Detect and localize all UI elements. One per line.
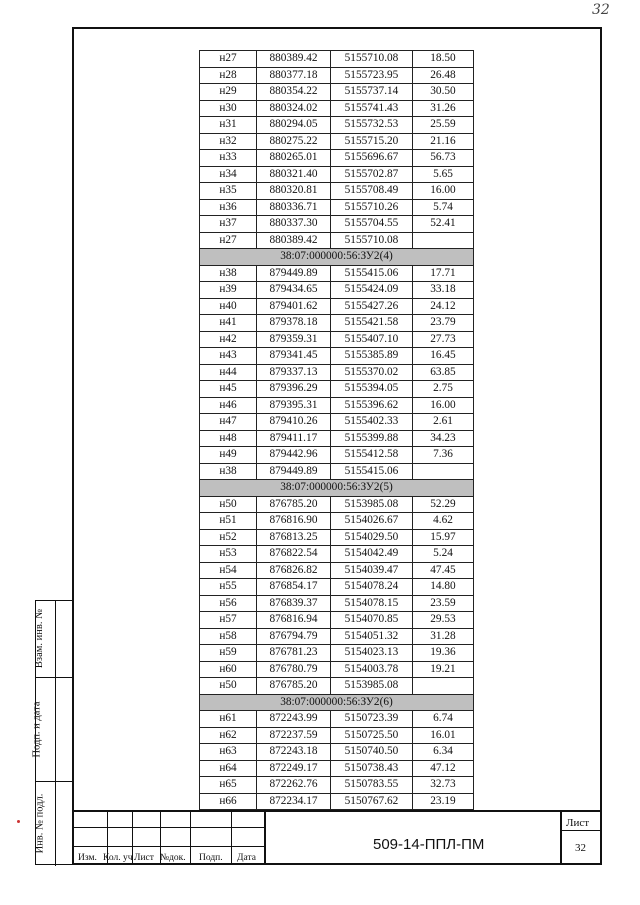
y-coordinate-cell: 5150738.43: [331, 760, 413, 777]
table-row: [200, 348, 474, 365]
distance-cell: 26.48: [413, 67, 474, 84]
point-id-cell: н59: [200, 645, 257, 662]
point-id-cell: н35: [200, 183, 257, 200]
table-row: [200, 612, 474, 629]
y-coordinate-cell: 5155696.67: [331, 150, 413, 167]
x-coordinate-cell: 876854.17: [257, 579, 331, 596]
distance-cell: 31.26: [413, 100, 474, 117]
y-coordinate-cell: 5155723.95: [331, 67, 413, 84]
x-coordinate-cell: 879378.18: [257, 315, 331, 332]
table-row: [200, 84, 474, 101]
table-row: [200, 298, 474, 315]
table-row: [200, 678, 474, 695]
x-coordinate-cell: 880337.30: [257, 216, 331, 233]
table-row: [200, 760, 474, 777]
distance-cell: 52.29: [413, 496, 474, 513]
x-coordinate-cell: 879442.96: [257, 447, 331, 464]
y-coordinate-cell: 5155421.58: [331, 315, 413, 332]
x-coordinate-cell: 876794.79: [257, 628, 331, 645]
table-row: [200, 711, 474, 728]
x-coordinate-cell: 872262.76: [257, 777, 331, 794]
distance-cell: 21.16: [413, 133, 474, 150]
sidebar-vzam-label: Взам. инв. №: [34, 608, 46, 669]
section-header-row: [200, 480, 474, 497]
point-id-cell: н66: [200, 793, 257, 810]
table-row: [200, 463, 474, 480]
distance-cell: 47.45: [413, 562, 474, 579]
table-row: [200, 100, 474, 117]
x-coordinate-cell: 876785.20: [257, 496, 331, 513]
x-coordinate-cell: 872243.18: [257, 744, 331, 761]
point-id-cell: н48: [200, 430, 257, 447]
table-row: [200, 447, 474, 464]
point-id-cell: н64: [200, 760, 257, 777]
y-coordinate-cell: 5154026.67: [331, 513, 413, 530]
table-row: [200, 579, 474, 596]
distance-cell: 34.23: [413, 430, 474, 447]
y-coordinate-cell: 5155702.87: [331, 166, 413, 183]
coordinates-table: [199, 50, 474, 810]
y-coordinate-cell: 5155396.62: [331, 397, 413, 414]
y-coordinate-cell: 5153985.08: [331, 496, 413, 513]
distance-cell: 56.73: [413, 150, 474, 167]
table-row: [200, 513, 474, 530]
table-row: [200, 430, 474, 447]
y-coordinate-cell: 5155394.05: [331, 381, 413, 398]
table-row: [200, 133, 474, 150]
table-row: [200, 117, 474, 134]
point-id-cell: н54: [200, 562, 257, 579]
point-id-cell: н50: [200, 678, 257, 695]
x-coordinate-cell: 880320.81: [257, 183, 331, 200]
section-cadastral-number: 38:07:000000:56:ЗУ2(4): [200, 249, 474, 266]
distance-cell: 63.85: [413, 364, 474, 381]
distance-cell: 15.97: [413, 529, 474, 546]
x-coordinate-cell: 879359.31: [257, 331, 331, 348]
x-coordinate-cell: 879449.89: [257, 265, 331, 282]
x-coordinate-cell: 872234.17: [257, 793, 331, 810]
y-coordinate-cell: 5154042.49: [331, 546, 413, 563]
distance-cell: 6.34: [413, 744, 474, 761]
point-id-cell: н28: [200, 67, 257, 84]
point-id-cell: н58: [200, 628, 257, 645]
point-id-cell: н51: [200, 513, 257, 530]
table-row: [200, 364, 474, 381]
x-coordinate-cell: 880324.02: [257, 100, 331, 117]
distance-cell: 6.74: [413, 711, 474, 728]
sidebar-inv-cell: [36, 782, 74, 866]
point-id-cell: н36: [200, 199, 257, 216]
x-coordinate-cell: 876785.20: [257, 678, 331, 695]
y-coordinate-cell: 5153985.08: [331, 678, 413, 695]
y-coordinate-cell: 5150740.50: [331, 744, 413, 761]
y-coordinate-cell: 5155370.02: [331, 364, 413, 381]
table-row: [200, 232, 474, 249]
x-coordinate-cell: 879395.31: [257, 397, 331, 414]
point-id-cell: н57: [200, 612, 257, 629]
red-mark: [17, 820, 20, 823]
y-coordinate-cell: 5155415.06: [331, 265, 413, 282]
distance-cell: 23.79: [413, 315, 474, 332]
distance-cell: 23.19: [413, 793, 474, 810]
sidebar-inv-label: Инв. № подл.: [34, 793, 46, 854]
y-coordinate-cell: 5150783.55: [331, 777, 413, 794]
table-row: [200, 496, 474, 513]
point-id-cell: н27: [200, 232, 257, 249]
x-coordinate-cell: 872243.99: [257, 711, 331, 728]
table-row: [200, 183, 474, 200]
point-id-cell: н38: [200, 463, 257, 480]
distance-cell: 16.00: [413, 397, 474, 414]
table-row: [200, 529, 474, 546]
distance-cell: [413, 232, 474, 249]
sheet-label: Лист: [566, 817, 590, 829]
point-id-cell: н45: [200, 381, 257, 398]
x-coordinate-cell: 880321.40: [257, 166, 331, 183]
x-coordinate-cell: 876781.23: [257, 645, 331, 662]
y-coordinate-cell: 5155741.43: [331, 100, 413, 117]
section-header-row: [200, 249, 474, 266]
sidebar-podp-cell: [31, 678, 74, 782]
table-row: [200, 216, 474, 233]
x-coordinate-cell: 879341.45: [257, 348, 331, 365]
y-coordinate-cell: 5155385.89: [331, 348, 413, 365]
y-coordinate-cell: 5155412.58: [331, 447, 413, 464]
table-row: [200, 727, 474, 744]
table-row: [200, 166, 474, 183]
table-row: [200, 793, 474, 810]
point-id-cell: н31: [200, 117, 257, 134]
distance-cell: 47.12: [413, 760, 474, 777]
point-id-cell: н55: [200, 579, 257, 596]
y-coordinate-cell: 5155710.08: [331, 51, 413, 68]
stamp-izm-label: Изм.: [78, 853, 97, 863]
distance-cell: 19.36: [413, 645, 474, 662]
y-coordinate-cell: 5155710.08: [331, 232, 413, 249]
stamp-ndok-label: №док.: [160, 853, 186, 863]
point-id-cell: н29: [200, 84, 257, 101]
point-id-cell: н49: [200, 447, 257, 464]
distance-cell: 32.73: [413, 777, 474, 794]
table-row: [200, 282, 474, 299]
distance-cell: 33.18: [413, 282, 474, 299]
distance-cell: 16.01: [413, 727, 474, 744]
handwritten-page-number: 32: [592, 2, 610, 18]
distance-cell: [413, 463, 474, 480]
y-coordinate-cell: 5155402.33: [331, 414, 413, 431]
title-block: [72, 810, 602, 865]
point-id-cell: н63: [200, 744, 257, 761]
point-id-cell: н60: [200, 661, 257, 678]
table-row: [200, 777, 474, 794]
point-id-cell: н46: [200, 397, 257, 414]
distance-cell: 52.41: [413, 216, 474, 233]
y-coordinate-cell: 5154051.32: [331, 628, 413, 645]
binding-sidebar: [31, 600, 73, 865]
y-coordinate-cell: 5154003.78: [331, 661, 413, 678]
distance-cell: 23.59: [413, 595, 474, 612]
y-coordinate-cell: 5155732.53: [331, 117, 413, 134]
point-id-cell: н37: [200, 216, 257, 233]
table-row: [200, 595, 474, 612]
distance-cell: 29.53: [413, 612, 474, 629]
table-row: [200, 562, 474, 579]
point-id-cell: н42: [200, 331, 257, 348]
distance-cell: 16.00: [413, 183, 474, 200]
distance-cell: 4.62: [413, 513, 474, 530]
x-coordinate-cell: 879411.17: [257, 430, 331, 447]
point-id-cell: н27: [200, 51, 257, 68]
x-coordinate-cell: 876822.54: [257, 546, 331, 563]
point-id-cell: н47: [200, 414, 257, 431]
section-header-row: [200, 694, 474, 711]
point-id-cell: н40: [200, 298, 257, 315]
x-coordinate-cell: 872237.59: [257, 727, 331, 744]
y-coordinate-cell: 5155427.26: [331, 298, 413, 315]
point-id-cell: н30: [200, 100, 257, 117]
y-coordinate-cell: 5155407.10: [331, 331, 413, 348]
distance-cell: 27.73: [413, 331, 474, 348]
distance-cell: 31.28: [413, 628, 474, 645]
y-coordinate-cell: 5154070.85: [331, 612, 413, 629]
y-coordinate-cell: 5155708.49: [331, 183, 413, 200]
table-row: [200, 546, 474, 563]
y-coordinate-cell: 5155704.55: [331, 216, 413, 233]
table-row: [200, 397, 474, 414]
table-row: [200, 381, 474, 398]
point-id-cell: н56: [200, 595, 257, 612]
x-coordinate-cell: 876813.25: [257, 529, 331, 546]
y-coordinate-cell: 5150723.39: [331, 711, 413, 728]
x-coordinate-cell: 879337.13: [257, 364, 331, 381]
stamp-data-label: Дата: [237, 853, 256, 863]
y-coordinate-cell: 5155415.06: [331, 463, 413, 480]
x-coordinate-cell: 879410.26: [257, 414, 331, 431]
table-row: [200, 661, 474, 678]
x-coordinate-cell: 879434.65: [257, 282, 331, 299]
sidebar-vzam-cell: [36, 601, 74, 678]
table-row: [200, 265, 474, 282]
x-coordinate-cell: 876816.90: [257, 513, 331, 530]
distance-cell: 5.65: [413, 166, 474, 183]
point-id-cell: н34: [200, 166, 257, 183]
x-coordinate-cell: 880389.42: [257, 51, 331, 68]
distance-cell: 2.61: [413, 414, 474, 431]
x-coordinate-cell: 880389.42: [257, 232, 331, 249]
sheet-number: 32: [575, 842, 586, 854]
stamp-podp-label: Подп.: [199, 853, 223, 863]
distance-cell: 2.75: [413, 381, 474, 398]
point-id-cell: н53: [200, 546, 257, 563]
distance-cell: 18.50: [413, 51, 474, 68]
x-coordinate-cell: 876816.94: [257, 612, 331, 629]
table-row: [200, 150, 474, 167]
x-coordinate-cell: 876826.82: [257, 562, 331, 579]
point-id-cell: н39: [200, 282, 257, 299]
point-id-cell: н65: [200, 777, 257, 794]
table-row: [200, 67, 474, 84]
section-cadastral-number: 38:07:000000:56:ЗУ2(5): [200, 480, 474, 497]
point-id-cell: н50: [200, 496, 257, 513]
table-row: [200, 414, 474, 431]
y-coordinate-cell: 5155710.26: [331, 199, 413, 216]
distance-cell: 17.71: [413, 265, 474, 282]
point-id-cell: н52: [200, 529, 257, 546]
sidebar-podp-label: Подп. и дата: [31, 700, 43, 758]
section-cadastral-number: 38:07:000000:56:ЗУ2(6): [200, 694, 474, 711]
stamp-list-label: Лист: [134, 853, 154, 863]
x-coordinate-cell: 879401.62: [257, 298, 331, 315]
table-row: [200, 645, 474, 662]
table-row: [200, 744, 474, 761]
y-coordinate-cell: 5154039.47: [331, 562, 413, 579]
y-coordinate-cell: 5155424.09: [331, 282, 413, 299]
y-coordinate-cell: 5155715.20: [331, 133, 413, 150]
x-coordinate-cell: 880336.71: [257, 199, 331, 216]
x-coordinate-cell: 880294.05: [257, 117, 331, 134]
table-row: [200, 331, 474, 348]
y-coordinate-cell: 5154078.15: [331, 595, 413, 612]
y-coordinate-cell: 5155399.88: [331, 430, 413, 447]
x-coordinate-cell: 876780.79: [257, 661, 331, 678]
distance-cell: 19.21: [413, 661, 474, 678]
distance-cell: 5.24: [413, 546, 474, 563]
distance-cell: 25.59: [413, 117, 474, 134]
distance-cell: 16.45: [413, 348, 474, 365]
table-row: [200, 199, 474, 216]
point-id-cell: н38: [200, 265, 257, 282]
table-row: [200, 628, 474, 645]
distance-cell: 24.12: [413, 298, 474, 315]
y-coordinate-cell: 5154023.13: [331, 645, 413, 662]
x-coordinate-cell: 880354.22: [257, 84, 331, 101]
point-id-cell: н33: [200, 150, 257, 167]
distance-cell: 5.74: [413, 199, 474, 216]
x-coordinate-cell: 879396.29: [257, 381, 331, 398]
point-id-cell: н61: [200, 711, 257, 728]
distance-cell: 14.80: [413, 579, 474, 596]
x-coordinate-cell: 880265.01: [257, 150, 331, 167]
stamp-kol-uch-label: Кол. уч: [103, 853, 133, 863]
distance-cell: 7.36: [413, 447, 474, 464]
x-coordinate-cell: 876839.37: [257, 595, 331, 612]
table-row: [200, 51, 474, 68]
y-coordinate-cell: 5154078.24: [331, 579, 413, 596]
distance-cell: 30.50: [413, 84, 474, 101]
distance-cell: [413, 678, 474, 695]
y-coordinate-cell: 5150725.50: [331, 727, 413, 744]
x-coordinate-cell: 872249.17: [257, 760, 331, 777]
table-row: [200, 315, 474, 332]
y-coordinate-cell: 5154029.50: [331, 529, 413, 546]
point-id-cell: н62: [200, 727, 257, 744]
point-id-cell: н44: [200, 364, 257, 381]
x-coordinate-cell: 879449.89: [257, 463, 331, 480]
document-number: 509-14-ППЛ-ПМ: [373, 836, 485, 853]
y-coordinate-cell: 5155737.14: [331, 84, 413, 101]
point-id-cell: н43: [200, 348, 257, 365]
x-coordinate-cell: 880377.18: [257, 67, 331, 84]
point-id-cell: н41: [200, 315, 257, 332]
y-coordinate-cell: 5150767.62: [331, 793, 413, 810]
point-id-cell: н32: [200, 133, 257, 150]
x-coordinate-cell: 880275.22: [257, 133, 331, 150]
